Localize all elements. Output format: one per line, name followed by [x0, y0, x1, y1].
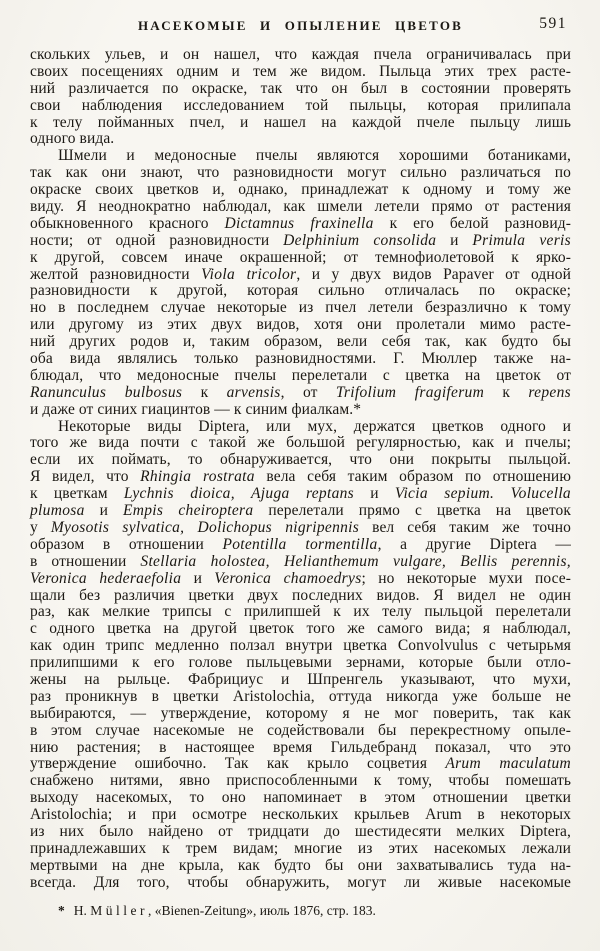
text-run: к другой, совсем иначе окрашенной; от темнофиолетовой к ярко- [30, 248, 571, 266]
running-head [30, 14, 571, 36]
species-name-italic: Lychnis dioica, Ajuga reptans [123, 485, 354, 503]
text-line [30, 875, 571, 892]
text-line [30, 520, 571, 537]
text-run: того же вида почти с такой же большой регулярностью, как и пчелы; [30, 434, 571, 452]
text-run: , и у двух видов Papaver от одной [296, 265, 572, 283]
text-run: вел себя таким же точно [359, 518, 571, 536]
text-line [30, 182, 571, 199]
text-run: и [354, 485, 395, 503]
text-run: своих посещениях одним и тем же видом. Пыльца этих трех расте- [30, 62, 571, 80]
text-line [30, 368, 571, 385]
text-run: , «Bienen-Zeitung», июль 1876, стр. 183. [148, 903, 376, 918]
text-line [30, 672, 571, 689]
species-name-italic: Veronica chamoedrys [214, 569, 362, 587]
text-run: ний других родов и, таким образом, вели себя так, как будто бы [30, 333, 571, 351]
species-name-italic: Vicia sepium. Volucella [394, 485, 571, 503]
species-name-italic: Trifolium fragiferum [335, 383, 485, 401]
species-name-italic: arvensis [226, 383, 281, 401]
species-name-italic: Rhingia rostrata [140, 468, 255, 486]
text-run: образом в отношении [30, 535, 223, 553]
text-run: оба вида являлись только разновидностями. Г. Мюллер также на- [30, 350, 571, 368]
text-run: Шмели и медоносные пчелы являются хорошими ботаниками, [58, 147, 571, 165]
text-run: виду. Я неоднократно наблюдал, как шмели летели прямо от растения [30, 198, 571, 216]
text-run: перелетали прямо с цветка на цветок [253, 502, 571, 520]
text-line [30, 537, 571, 554]
text-line [30, 469, 571, 486]
text-run: но в последнем случае некоторые из пчел летели безразлично к тому [30, 299, 571, 317]
text-run: Я видел, что [30, 468, 141, 486]
text-run: как один трипс медленно ползал внутри цветка Convolvulus с четырьмя [30, 637, 571, 655]
text-run: из них было найдено от тридцати до шестидесяти мелких Diptera, [30, 822, 571, 840]
text-run: и [181, 569, 215, 587]
text-run: жены на рыльце. Фабрициус и Шпренгель указывают, что мухи, [30, 670, 571, 688]
footnote-text [74, 903, 376, 918]
text-line [30, 233, 571, 250]
footnote-marker: * [58, 903, 65, 918]
text-line [30, 98, 571, 115]
text-run: к телу пойманных пчел, и нашел на каждой пчеле пыльцу лишь [30, 113, 571, 131]
text-line [30, 165, 571, 182]
text-run: и [436, 231, 473, 249]
text-run: так как они знают, что разновидности могут сильно различаться по [30, 164, 571, 182]
text-run: H. [73, 903, 91, 918]
text-line [30, 435, 571, 452]
text-run: Aristolochia; и при осмотре нескольких крыльев Arum в некоторых [30, 806, 571, 824]
footnote [58, 902, 376, 919]
species-name-italic: Arum maculatum [445, 755, 571, 773]
text-run: раз проникнув в цветки Aristolochia, оттуда никогда уже больше не [30, 687, 571, 705]
species-name-italic: Empis cheiroptera [122, 502, 254, 520]
text-line [30, 807, 571, 824]
text-run: мертвыми на дне крыла, как будто бы они захватывались туда на- [30, 856, 571, 874]
text-run: к [182, 383, 227, 401]
text-line [30, 402, 571, 419]
species-name-italic: Primula veris [472, 231, 571, 249]
text-line [30, 841, 571, 858]
species-name-italic: Myosotis sylvatica, Dolichopus nigripennis [50, 518, 360, 536]
text-run: свои наблюдения исследованием той пыльцы, которая прилипала [30, 96, 571, 114]
text-run: прилипшими к его голове пыльцевыми зернами, которые были отло- [30, 654, 571, 672]
text-run: желтой разновидности [30, 265, 202, 283]
text-run: , от [280, 383, 336, 401]
species-name-italic: Dictamnus fraxinella [224, 214, 374, 232]
text-run: щали без различия цветки двух последних видов. Я видел не один [30, 586, 571, 604]
text-run: снабжено нитями, явно приспособленными к тому, чтобы помешать [30, 772, 571, 790]
text-line [30, 250, 571, 267]
text-line [30, 64, 571, 81]
text-line [30, 773, 571, 790]
text-line [30, 47, 571, 64]
text-line [30, 655, 571, 672]
text-line [30, 216, 571, 233]
text-run: в этом случае насекомые не содействовали бы перекрестному опыле- [30, 721, 571, 739]
text-run: разновидности к другой, которая сильно отличалась по окраске; [30, 282, 571, 300]
text-line [30, 706, 571, 723]
text-line [30, 385, 571, 402]
text-run: с одного цветка на другой цветок того же самого вида; я наблюдал, [30, 620, 571, 638]
paragraph [30, 47, 571, 148]
text-run: скольких ульев, и он нашел, что каждая пчела ограничивалась при [30, 46, 571, 63]
species-name-italic: repens [528, 383, 571, 401]
text-run: , а другие Diptera — [377, 535, 571, 553]
text-line [30, 638, 571, 655]
species-name-italic: Stellaria holostea, Helianthemum vulgare, Bellis perennis, [140, 552, 571, 570]
text-run: у [30, 518, 51, 536]
text-line [30, 588, 571, 605]
text-line [30, 452, 571, 469]
text-line [30, 503, 571, 520]
text-run: Некоторые виды Diptera, или мух, держатся цветков одного и [58, 417, 571, 435]
text-line [30, 790, 571, 807]
text-line [30, 723, 571, 740]
text-run: утверждение ошибочно. Так как крыло соцветия [30, 755, 446, 773]
text-run: и [84, 502, 123, 520]
page-number: 591 [539, 15, 567, 32]
text-line [30, 689, 571, 706]
text-line [30, 571, 571, 588]
text-run: вела себя таким образом по отношению [254, 468, 572, 486]
text-line [30, 334, 571, 351]
text-run: блюдал, что медоносные пчелы перелетали с цветка на цветок от [30, 366, 571, 384]
text-run: или другому из этих двух видов, хотя они пролетали мимо расте- [30, 316, 571, 334]
text-line [30, 131, 571, 148]
text-line [30, 199, 571, 216]
text-line [30, 824, 571, 841]
text-run: и даже от синих гиацинтов — к синим фиалкам.* [30, 400, 362, 418]
species-name-italic: plumosa [30, 502, 85, 520]
text-run: в отношении [30, 552, 141, 570]
text-run: к цветкам [30, 485, 124, 503]
text-line [30, 740, 571, 757]
text-run: всегда. Для того, чтобы обнаружить, могут ли живые насекомые [30, 873, 571, 891]
text-line [30, 351, 571, 368]
text-line [30, 554, 571, 571]
text-line [30, 267, 571, 284]
text-run: выходу насекомых, то оно напоминает в этом отношении цветки [30, 789, 571, 807]
text-run: ; но некоторые мухи посе- [361, 569, 571, 587]
body-text [30, 47, 571, 892]
species-name-italic: Viola tricolor [201, 265, 297, 283]
text-line [30, 148, 571, 165]
species-name-italic: Potentilla tormentilla [222, 535, 378, 553]
species-name-italic: Delphinium consolida [283, 231, 437, 249]
text-line [30, 300, 571, 317]
text-line [30, 115, 571, 132]
text-run: ний различается по окраске, так что он был в состоянии проверять [30, 79, 571, 97]
text-run: раз, как мелкие трипсы с прилипшей к их телу пыльцой перелетали [30, 603, 571, 621]
text-run: выбираются, — утверждение, которому я не мог поверить, так как [30, 704, 571, 722]
text-run: ности; от одной разновидности [30, 231, 284, 249]
paragraph [30, 148, 571, 418]
text-run: обыкновенного красного [30, 214, 225, 232]
text-line [30, 317, 571, 334]
text-line [30, 419, 571, 436]
text-line [30, 604, 571, 621]
paragraph [30, 419, 571, 892]
text-line [30, 486, 571, 503]
text-run: к [484, 383, 529, 401]
text-run: окраске своих цветков и, однако, принадлежат к одному и тому же [30, 181, 571, 199]
text-line [30, 621, 571, 638]
text-line [30, 756, 571, 773]
running-title: НАСЕКОМЫЕ И ОПЫЛЕНИЕ ЦВЕТОВ [137, 18, 464, 33]
text-line [30, 81, 571, 98]
species-name-italic: Veronica hederaefolia [30, 569, 182, 587]
text-run: принадлежавших к трем видам; многие из этих насекомых лежали [30, 839, 571, 857]
text-line [30, 858, 571, 875]
species-name-italic: Ranunculus bulbosus [30, 383, 183, 401]
text-run: к его белой разновид- [373, 214, 571, 232]
text-run: Müller [90, 903, 148, 918]
text-run: если их поймать, то обнаруживается, что они покрыты пыльцой. [30, 451, 571, 469]
text-line [30, 283, 571, 300]
text-run: одного вида. [30, 130, 115, 148]
text-run: нию растения; в настоящее время Гильдебранд показал, что это [30, 738, 571, 756]
